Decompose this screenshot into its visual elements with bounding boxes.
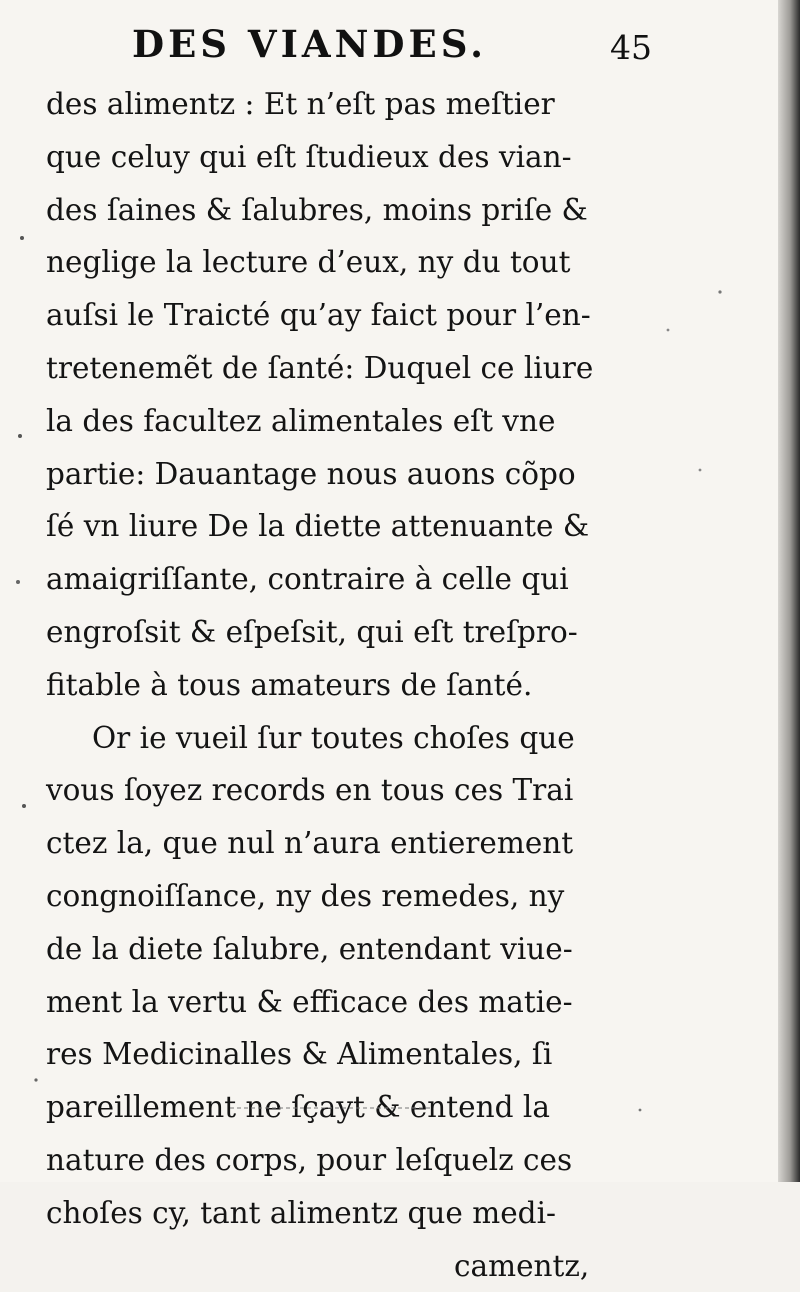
text-line: la des facultez alimentales eſt vne (46, 403, 556, 438)
text-line: tretenemẽt de ſanté: Duquel ce liure (46, 350, 594, 385)
text-line: ſé vn liure De la diette attenuante & (46, 509, 590, 544)
text-line: que celuy qui eſt ſtudieux des vian- (46, 139, 572, 174)
text-line: fitable à tous amateurs de ſanté. (46, 667, 533, 702)
text-line: pareillement ne ſçayt & entend la (46, 1090, 550, 1125)
text-line: res Medicinalles & Alimentales, ſi (46, 1037, 553, 1072)
page-number: 45 (610, 28, 652, 67)
running-head: DES VIANDES. (132, 22, 488, 66)
text-line: de la diete ſalubre, entendant viue- (46, 931, 573, 966)
text-line: ment la vertu & efficace des matie- (46, 984, 573, 1019)
text-line: vous ſoyez records en tous ces Trai (46, 773, 574, 808)
text-line: congnoiſſance, ny des remedes, ny (46, 878, 565, 913)
text-line: des ſaines & ſalubres, moins priſe & (46, 192, 588, 227)
text-line: neglige la lecture d’eux, ny du tout (46, 245, 571, 280)
text-line: nature des corps, pour leſquelz ces (46, 1142, 573, 1177)
text-line: auſsi le Traicté qu’ay faict pour l’en- (46, 298, 591, 333)
text-line: partie: Dauantage nous auons cõpo (46, 456, 576, 491)
paragraph-start-line: Or ie vueil ſur toutes choſes que (92, 720, 575, 755)
text-line: ctez la, que nul n’aura entierement (46, 826, 574, 861)
text-line: des alimentz : Et n’eſt pas meſtier (46, 87, 555, 121)
text-line: engroſsit & eſpeſsit, qui eſt treſpro- (46, 614, 578, 649)
text-line: choſes cy, tant alimentz que medi- (46, 1195, 556, 1230)
text-line: amaigriſſante, contraire à celle qui (46, 562, 569, 597)
catchword: camentz, (454, 1248, 590, 1283)
